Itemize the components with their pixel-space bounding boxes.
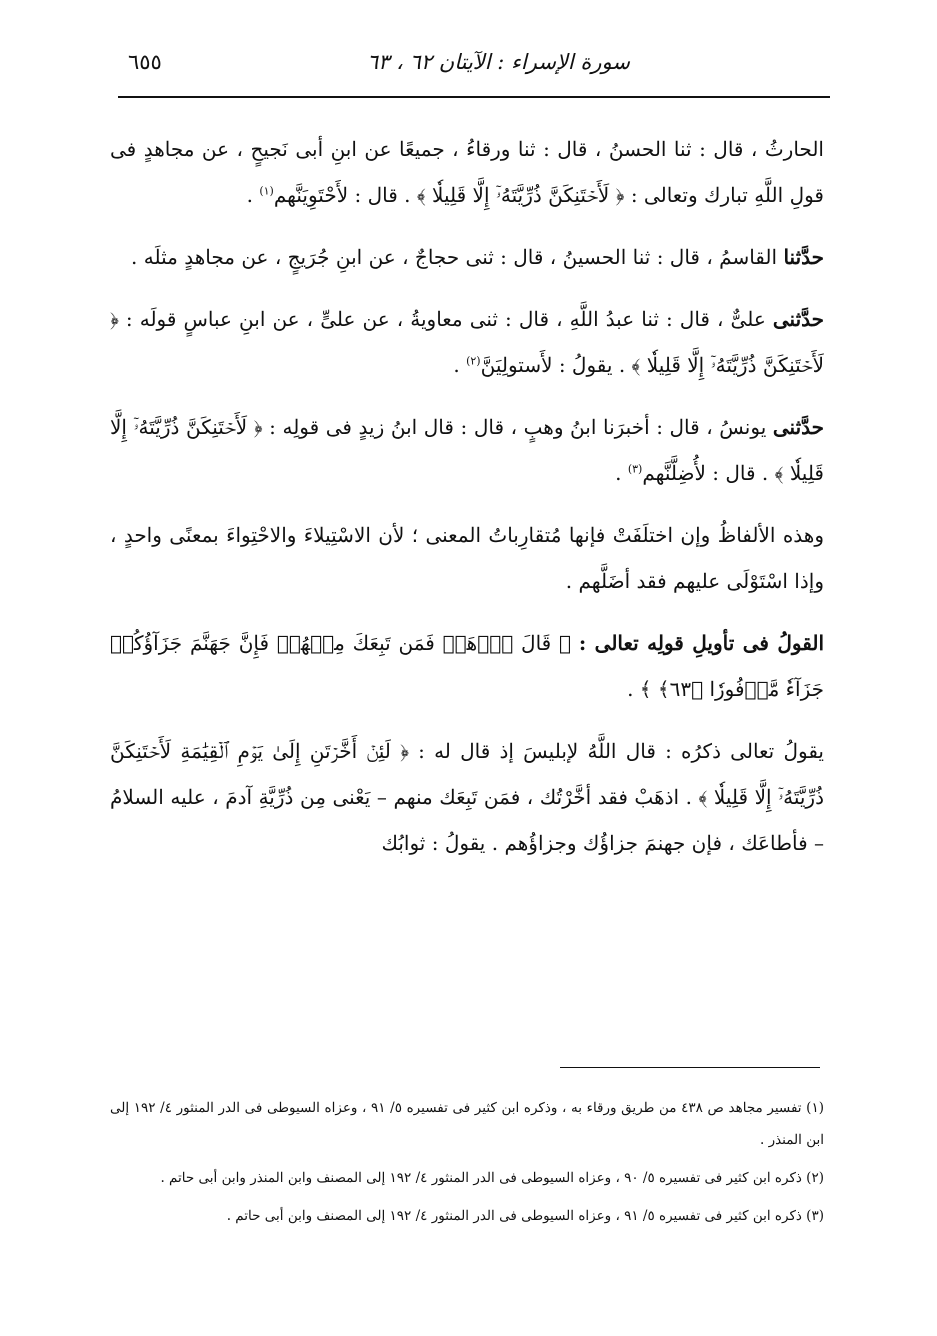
footnote-rule (560, 1067, 820, 1068)
footnotes (110, 1092, 824, 1238)
paragraph-text: يونسُ ، قال : أخبرَنا ابنُ وهبٍ ، قال : قال ابنُ زيدٍ فى قولِه : ﴿ لَأَحۡتَنِكَنَّ ذُرِّيَّتَهُۥٓ إِلَّا قَلِيلٗا ﴾ . قال : لأُضِلَّنَّهم (110, 415, 824, 485)
paragraph-text: ﴿ قَالَ ٱذۡهَبۡ فَمَن تَبِعَكَ مِنۡهُمۡ فَإِنَّ جَهَنَّمَ جَزَآؤُكُمۡ جَزَآءٗ مَّوۡفُورٗا ﴿٦٣﴾ ﴾ . (110, 631, 824, 701)
footnote-marker: (١) (259, 184, 274, 198)
paragraph-text: القاسمُ ، قال : ثنا الحسينُ ، قال : ثنى حجاجٌ ، عن ابنِ جُرَيجٍ ، عن مجاهدٍ مثلَه . (131, 245, 784, 269)
paragraph-text: علىٌّ ، قال : ثنا عبدُ اللَّهِ ، قال : ثنى معاويةُ ، عن علىٍّ ، عن ابنِ عباسٍ قولَه : ﴿ لَأَحۡتَنِكَنَّ ذُرِّيَّتَهُۥٓ إِلَّا قَلِيلٗا ﴾ . يقولُ : لأَستولِيَنَّ (110, 307, 824, 377)
paragraph-text: يقولُ تعالى ذكرُه : قال اللَّهُ لإبليسَ إذ قال له : ﴿ لَئِنۡ أَخَّرۡتَنِ إِلَىٰ يَوۡمِ ٱلۡقِيَٰمَةِ لَأَحۡتَنِكَنَّ ذُرِّيَّتَهُۥٓ إِلَّا قَلِيلٗا ﴾ . اذهَبْ فقد أخَّرْتُك ، فمَن تَبِعَك منهم – يَعْنى مِن ذُرِّيَّةِ آدمَ ، عليه السلامُ – فأطاعَك ، فإن جهنمَ جزاؤُك وجزاؤُهم . يقولُ : ثوابُك (110, 739, 824, 855)
paragraph-lead: حدَّثنا (783, 245, 824, 269)
footnote-2: (٢) ذكره ابن كثير فى تفسيره ٥/ ٩٠ ، وعزاه السيوطى فى الدر المنثور ٤/ ١٩٢ إلى المصنف وابن المنذر وابن أبى حاتم . (160, 1170, 824, 1186)
paragraph-7 (110, 728, 824, 866)
paragraph-4 (110, 404, 824, 496)
paragraph-tail: . (246, 183, 260, 207)
paragraph-tail: . (453, 353, 467, 377)
running-title: سورة الإسراء : الآيتان ٦٢ ، ٦٣ (366, 50, 630, 74)
footnote-3: (٣) ذكره ابن كثير فى تفسيره ٥/ ٩١ ، وعزاه السيوطى فى الدر المنثور ٤/ ١٩٢ إلى المصنف وابن أبى حاتم . (226, 1208, 824, 1224)
paragraph-1 (110, 126, 824, 218)
paragraph-tail: . (615, 461, 628, 485)
page-header (118, 42, 830, 92)
paragraph-2 (110, 234, 824, 280)
section-heading-paragraph (110, 620, 824, 712)
paragraph-5 (110, 512, 824, 604)
footnote-marker: (٢) (466, 354, 481, 368)
paragraph-lead: حدَّثنى (772, 415, 824, 439)
paragraph-text: وهذه الألفاظُ وإن اختلَفَتْ فإنها مُتقارِباتُ المعنى ؛ لأن الاسْتِيلاءَ والاحْتِواءَ بمعنًى واحدٍ ، وإذا اسْتَوْلَى عليهم فقد أضَلَّهم . (110, 523, 825, 593)
page-number: ٦٥٥ (128, 50, 162, 74)
footnote-1: (١) تفسير مجاهد ص ٤٣٨ من طريق ورقاء به ، وذكره ابن كثير فى تفسيره ٥/ ٩١ ، وعزاه السيوطى فى الدر المنثور ٤/ ١٩٢ إلى ابن المنذر . (110, 1100, 824, 1148)
paragraph-text: الحارثُ ، قال : ثنا الحسنُ ، قال : ثنا ورقاءُ ، جميعًا عن ابنِ أبى نَجيحٍ ، عن مجاهدٍ فى قولِ اللَّهِ تبارك وتعالى : ﴿ لَأَحۡتَنِكَنَّ ذُرِّيَّتَهُۥٓ إِلَّا قَلِيلٗا ﴾ . قال : لأَحْتَوِيَنَّهم (110, 137, 824, 207)
footnote-marker: (٣) (627, 462, 643, 476)
header-rule (118, 96, 830, 98)
main-text (110, 126, 824, 882)
paragraph-3 (110, 296, 824, 388)
paragraph-lead: حدَّثنى (772, 307, 824, 331)
section-heading: القولُ فى تأويلِ قولِه تعالى : (578, 631, 825, 655)
